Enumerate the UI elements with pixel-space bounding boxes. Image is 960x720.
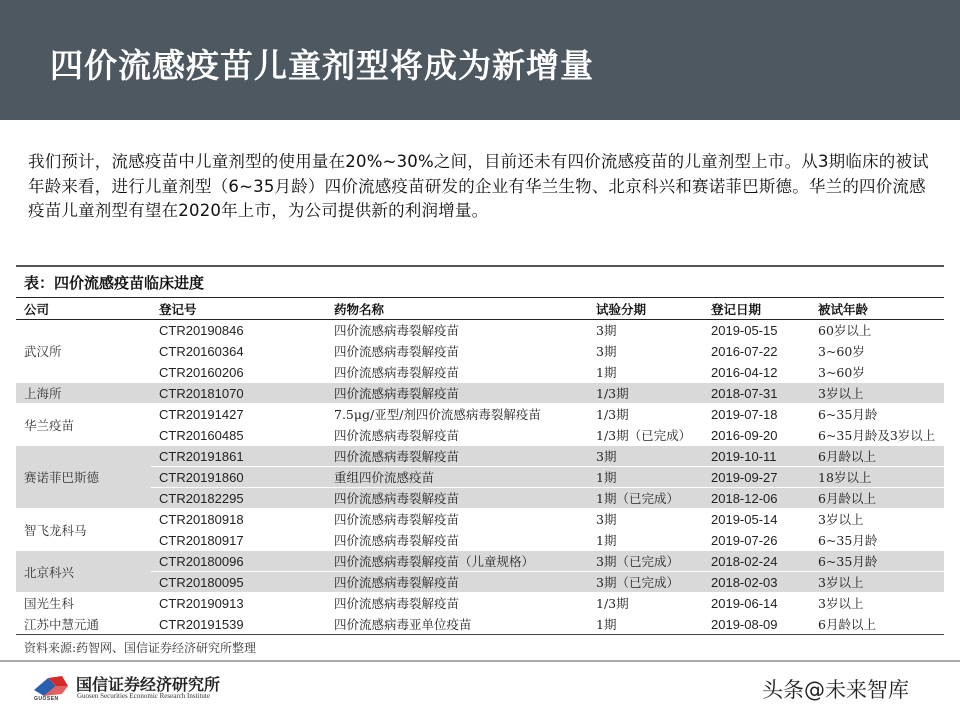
phase-cell: 1/3期 [588, 404, 703, 425]
age-cell: 6~35月龄及3岁以上 [810, 425, 944, 446]
intro-paragraph: 我们预计，流感疫苗中儿童剂型的使用量在20%~30%之间，目前还未有四价流感疫苗的儿童剂型上市。从3期临床的被试年龄来看，进行儿童剂型（6~35月龄）四价流感疫苗研发的企业有华兰生物、北京科兴和赛诺菲巴斯德。华兰的四价流感疫苗儿童剂型有望在2020年上市，为公司提供新的利润增量。 [28, 152, 929, 220]
age-cell: 3岁以上 [810, 383, 944, 404]
registration-no-cell: CTR20191861 [151, 446, 326, 467]
phase-cell: 3期 [588, 320, 703, 341]
table-row [16, 530, 944, 551]
age-cell: 6~35月龄 [810, 530, 944, 551]
registration-no-cell: CTR20181070 [151, 383, 326, 404]
phase-cell: 3期（已完成） [588, 572, 703, 593]
table-row [16, 593, 944, 614]
age-cell: 3~60岁 [810, 362, 944, 383]
clinical-progress-table [16, 297, 944, 635]
date-cell: 2019-06-14 [703, 593, 810, 614]
drug-name-cell: 四价流感病毒亚单位疫苗 [326, 614, 588, 635]
registration-no-cell: CTR20191860 [151, 467, 326, 488]
phase-cell: 3期 [588, 509, 703, 530]
phase-cell: 1期（已完成） [588, 488, 703, 509]
column-header-phase: 试验分期 [588, 298, 703, 320]
phase-cell: 1期 [588, 614, 703, 635]
registration-no-cell: CTR20180918 [151, 509, 326, 530]
phase-cell: 3期 [588, 341, 703, 362]
age-cell: 3~60岁 [810, 341, 944, 362]
age-cell: 3岁以上 [810, 593, 944, 614]
drug-name-cell: 四价流感病毒裂解疫苗 [326, 530, 588, 551]
company-cell: 智飞龙科马 [16, 509, 151, 551]
registration-no-cell: CTR20180096 [151, 551, 326, 572]
table-row [16, 509, 944, 530]
age-cell: 6月龄以上 [810, 614, 944, 635]
date-cell: 2019-07-18 [703, 404, 810, 425]
company-cell: 上海所 [16, 383, 151, 404]
company-cell: 武汉所 [16, 320, 151, 383]
footer-divider [0, 660, 960, 662]
table-row [16, 551, 944, 572]
date-cell: 2018-07-31 [703, 383, 810, 404]
age-cell: 60岁以上 [810, 320, 944, 341]
date-cell: 2016-07-22 [703, 341, 810, 362]
date-cell: 2018-02-24 [703, 551, 810, 572]
drug-name-cell: 四价流感病毒裂解疫苗 [326, 362, 588, 383]
table-row [16, 446, 944, 467]
age-cell: 3岁以上 [810, 572, 944, 593]
drug-name-cell: 四价流感病毒裂解疫苗 [326, 488, 588, 509]
clinical-progress-table-section [16, 265, 944, 656]
age-cell: 3岁以上 [810, 509, 944, 530]
org-name-cn: 国信证券经济研究所 [76, 675, 221, 694]
phase-cell: 3期（已完成） [588, 551, 703, 572]
phase-cell: 1期 [588, 530, 703, 551]
table-row [16, 425, 944, 446]
phase-cell: 1/3期（已完成） [588, 425, 703, 446]
source-note: 资料来源:药智网、国信证券经济研究所整理 [24, 641, 257, 655]
drug-name-cell: 四价流感病毒裂解疫苗 [326, 383, 588, 404]
org-name-en: Guosen Securities Economic Research Institute [77, 692, 210, 700]
logo-text: GUOSEN [34, 696, 59, 702]
date-cell: 2019-07-26 [703, 530, 810, 551]
phase-cell: 1/3期 [588, 383, 703, 404]
registration-no-cell: CTR20180917 [151, 530, 326, 551]
drug-name-cell: 重组四价流感疫苗 [326, 467, 588, 488]
age-cell: 18岁以上 [810, 467, 944, 488]
drug-name-cell: 四价流感病毒裂解疫苗 [326, 425, 588, 446]
drug-name-cell: 7.5μg/亚型/剂四价流感病毒裂解疫苗 [326, 404, 588, 425]
table-row [16, 572, 944, 593]
company-cell: 北京科兴 [16, 551, 151, 593]
table-header-row [16, 298, 944, 320]
registration-no-cell: CTR20191427 [151, 404, 326, 425]
age-cell: 6月龄以上 [810, 446, 944, 467]
table-row [16, 488, 944, 509]
date-cell: 2019-08-09 [703, 614, 810, 635]
table-caption: 表：四价流感疫苗临床进度 [24, 274, 205, 292]
registration-no-cell: CTR20180095 [151, 572, 326, 593]
company-cell: 华兰疫苗 [16, 404, 151, 446]
registration-no-cell: CTR20160206 [151, 362, 326, 383]
registration-no-cell: CTR20190913 [151, 593, 326, 614]
registration-no-cell: CTR20182295 [151, 488, 326, 509]
table-row [16, 341, 944, 362]
column-header-registration-date: 登记日期 [703, 298, 810, 320]
table-row [16, 467, 944, 488]
header-bar [0, 0, 960, 120]
drug-name-cell: 四价流感病毒裂解疫苗 [326, 320, 588, 341]
drug-name-cell: 四价流感病毒裂解疫苗 [326, 509, 588, 530]
age-cell: 6月龄以上 [810, 488, 944, 509]
date-cell: 2016-04-12 [703, 362, 810, 383]
registration-no-cell: CTR20190846 [151, 320, 326, 341]
column-header-company: 公司 [16, 298, 151, 320]
registration-no-cell: CTR20191539 [151, 614, 326, 635]
drug-name-cell: 四价流感病毒裂解疫苗 [326, 572, 588, 593]
age-cell: 6~35月龄 [810, 404, 944, 425]
column-header-registration-no: 登记号 [151, 298, 326, 320]
drug-name-cell: 四价流感病毒裂解疫苗 [326, 341, 588, 362]
date-cell: 2019-09-27 [703, 467, 810, 488]
age-cell: 6~35月龄 [810, 551, 944, 572]
table-row [16, 362, 944, 383]
page-title: 四价流感疫苗儿童剂型将成为新增量 [50, 46, 594, 85]
table-row [16, 383, 944, 404]
table-row [16, 404, 944, 425]
date-cell: 2016-09-20 [703, 425, 810, 446]
table-row [16, 614, 944, 635]
drug-name-cell: 四价流感病毒裂解疫苗（儿童规格） [326, 551, 588, 572]
date-cell: 2019-10-11 [703, 446, 810, 467]
phase-cell: 3期 [588, 446, 703, 467]
phase-cell: 1/3期 [588, 593, 703, 614]
company-cell: 国光生科 [16, 593, 151, 614]
phase-cell: 1期 [588, 362, 703, 383]
column-header-subject-age: 被试年龄 [810, 298, 944, 320]
drug-name-cell: 四价流感病毒裂解疫苗 [326, 593, 588, 614]
date-cell: 2018-02-03 [703, 572, 810, 593]
registration-no-cell: CTR20160364 [151, 341, 326, 362]
phase-cell: 1期 [588, 467, 703, 488]
company-cell: 赛诺菲巴斯德 [16, 446, 151, 509]
date-cell: 2019-05-15 [703, 320, 810, 341]
registration-no-cell: CTR20160485 [151, 425, 326, 446]
company-cell: 江苏中慧元通 [16, 614, 151, 635]
date-cell: 2018-12-06 [703, 488, 810, 509]
date-cell: 2019-05-14 [703, 509, 810, 530]
table-row [16, 320, 944, 341]
watermark: 头条@未来智库 [762, 678, 909, 702]
drug-name-cell: 四价流感病毒裂解疫苗 [326, 446, 588, 467]
column-header-drug-name: 药物名称 [326, 298, 588, 320]
